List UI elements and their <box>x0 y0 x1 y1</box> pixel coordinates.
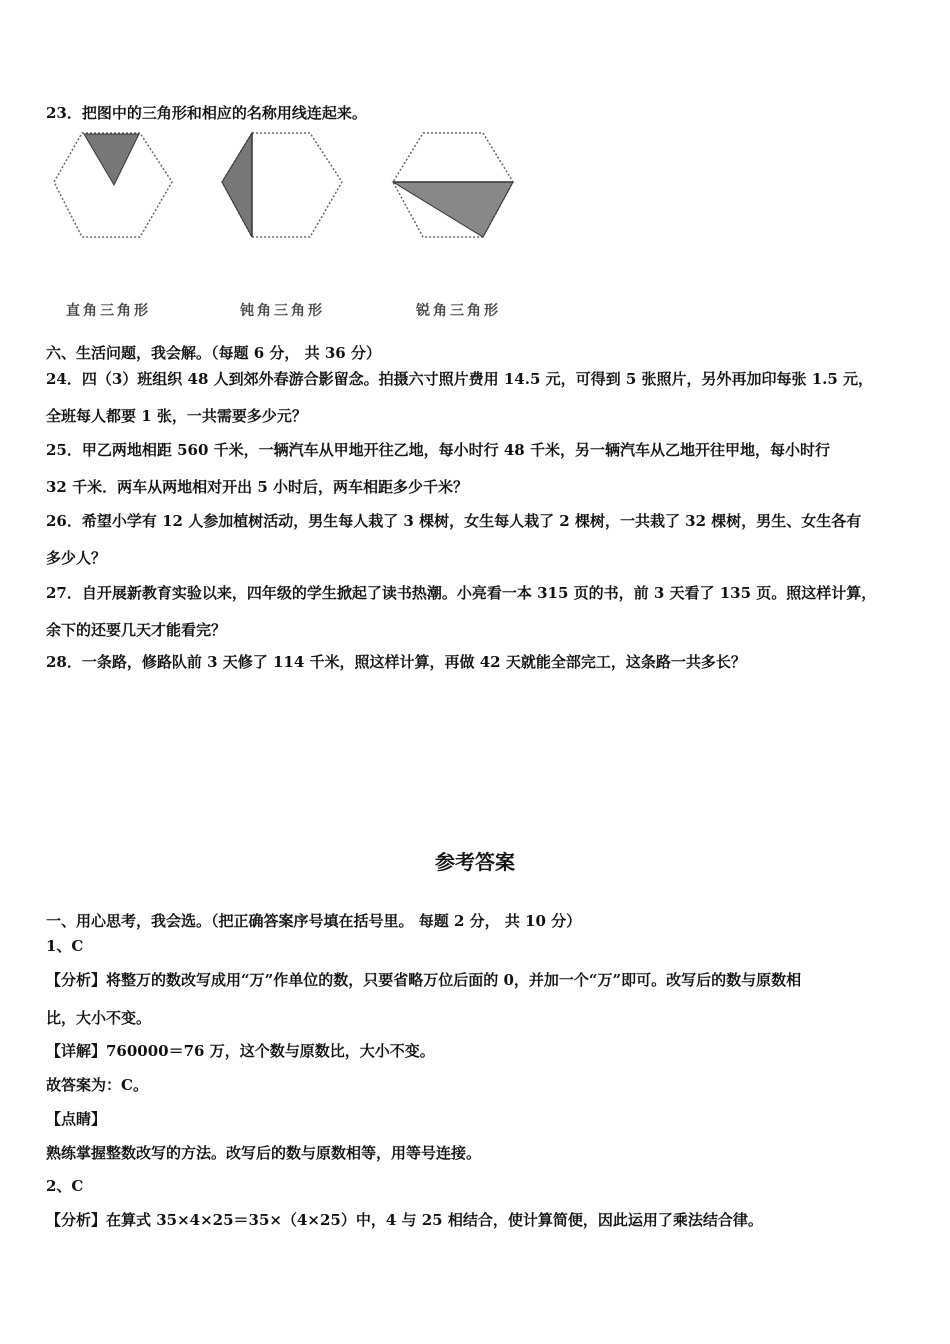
answer-2: 2、C <box>46 1177 84 1195</box>
answers-title: 参考答案 <box>435 850 515 874</box>
answer-1: 1、C <box>46 937 84 955</box>
answers-section-1-heading: 一、用心思考，我会选。（把正确答案序号填在括号里。 每题 2 分， 共 10 分） <box>46 912 582 930</box>
hexagon-figure-2 <box>218 125 348 245</box>
hexagon-figure-1 <box>50 125 180 245</box>
answer-1-tip: 熟练掌握整数改写的方法。改写后的数与原数相等，用等号连接。 <box>46 1144 482 1162</box>
answer-2-analysis: 【分析】在算式 35×4×25＝35×（4×25）中，4 与 25 相结合，使计算简便，因此运用了乘法结合律。 <box>46 1211 763 1229</box>
label-right-triangle: 直角三角形 <box>66 303 151 319</box>
question-26-line-1: 26．希望小学有 12 人参加植树活动，男生每人栽了 3 棵树，女生每人栽了 2 棵树，一共栽了 32 棵树，男生、女生各有 <box>46 512 862 530</box>
question-24-line-1: 24．四（3）班组织 48 人到郊外春游合影留念。拍摄六寸照片费用 14.5 元，可得到 5 张照片，另外再加印每张 1.5 元， <box>46 370 874 388</box>
label-acute-triangle: 锐角三角形 <box>416 303 501 319</box>
hexagon-figures <box>46 125 526 250</box>
question-27-line-2: 余下的还要几天才能看完？ <box>46 621 227 639</box>
hexagon-figure-3 <box>389 125 519 245</box>
question-25-line-2: 32 千米．两车从两地相对开出 5 小时后，两车相距多少千米？ <box>46 478 468 496</box>
answer-1-analysis-line-2: 比，大小不变。 <box>46 1009 152 1027</box>
question-26-line-2: 多少人？ <box>46 549 107 567</box>
question-28: 28．一条路，修路队前 3 天修了 114 千米，照这样计算，再做 42 天就能全部完工，这条路一共多长？ <box>46 653 746 671</box>
section-6-heading: 六、生活问题，我会解。（每题 6 分， 共 36 分） <box>46 344 381 362</box>
question-24-line-2: 全班每人都要 1 张，一共需要多少元？ <box>46 407 307 425</box>
answer-1-conclusion: 故答案为：C。 <box>46 1076 148 1094</box>
question-23: 23．把图中的三角形和相应的名称用线连起来。 <box>46 104 367 122</box>
answer-1-detail: 【详解】760000＝76 万，这个数与原数比，大小不变。 <box>46 1042 435 1060</box>
answer-1-analysis-line-1: 【分析】将整万的数改写成用“万”作单位的数，只要省略万位后面的 0，并加一个“万”即可。改写后的数与原数相 <box>46 971 802 989</box>
question-25-line-1: 25．甲乙两地相距 560 千米，一辆汽车从甲地开往乙地，每小时行 48 千米，另一辆汽车从乙地开往甲地，每小时行 <box>46 441 830 459</box>
answer-1-tip-label: 【点睛】 <box>46 1110 107 1128</box>
label-obtuse-triangle: 钝角三角形 <box>240 303 325 319</box>
question-27-line-1: 27．自开展新教育实验以来，四年级的学生掀起了读书热潮。小亮看一本 315 页的书，前 3 天看了 135 页。照这样计算， <box>46 584 877 602</box>
